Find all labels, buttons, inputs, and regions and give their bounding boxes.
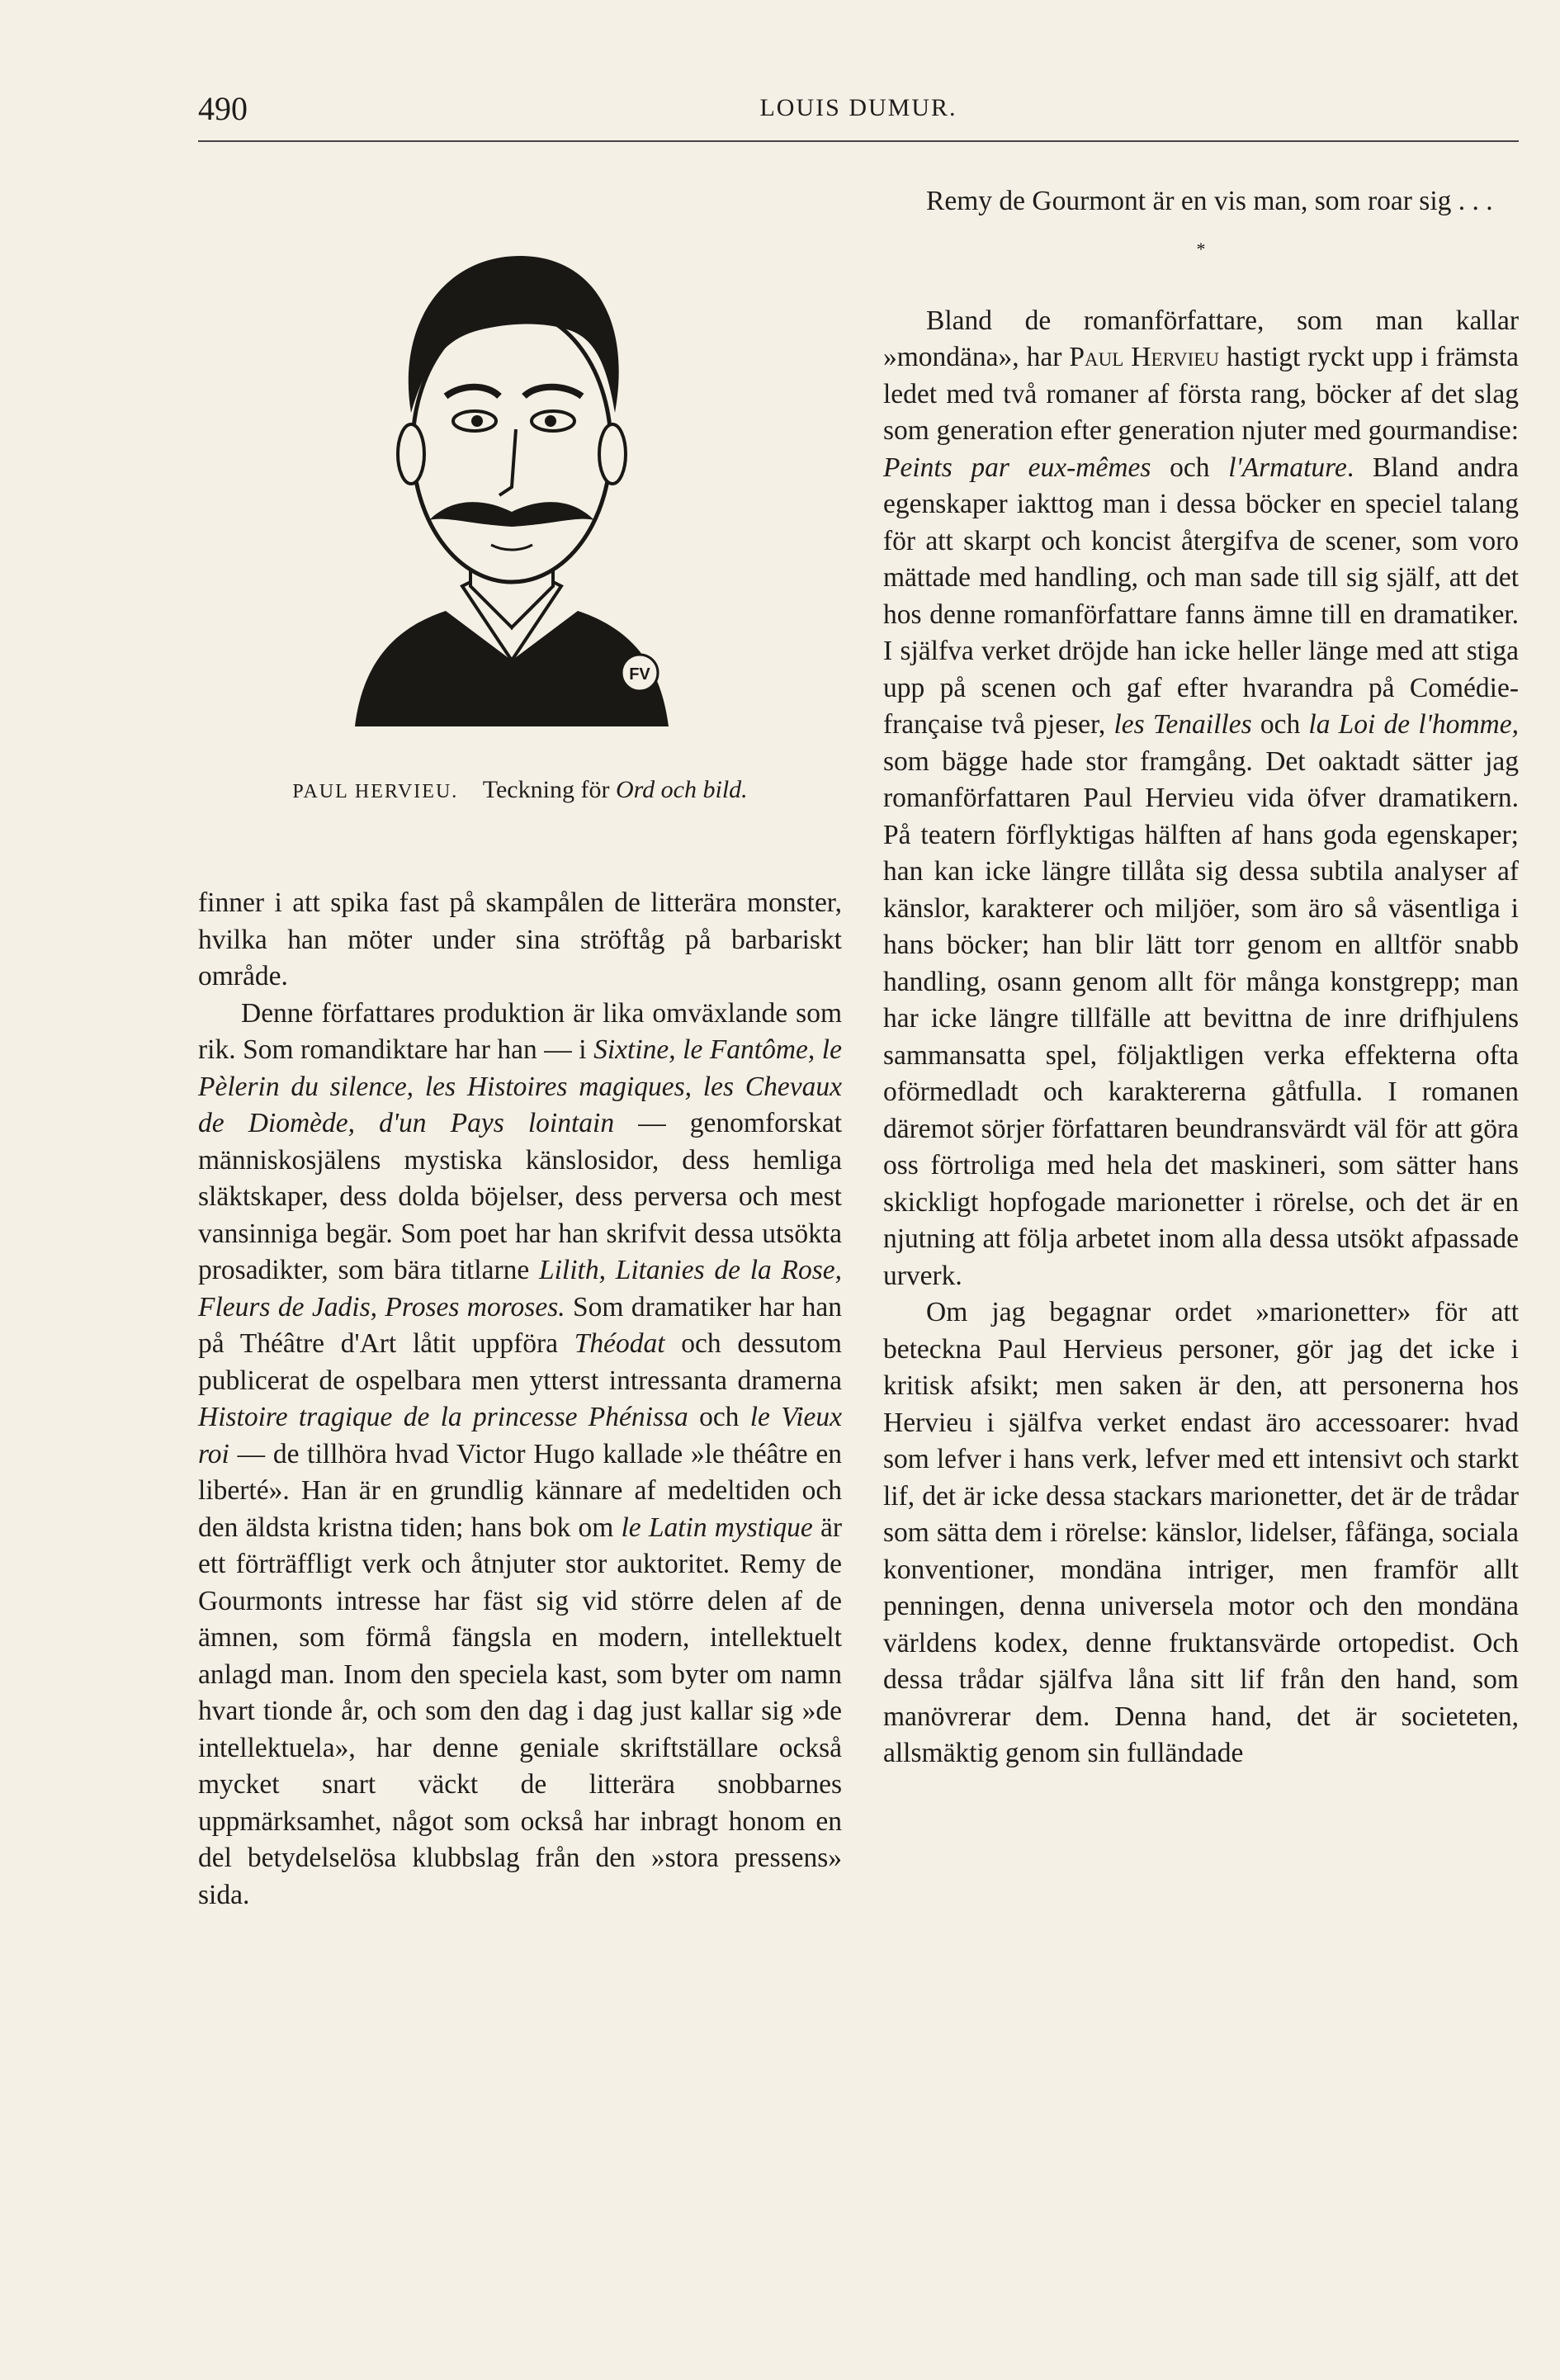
right-intro: Remy de Gourmont är en vis man, som roar sig . . .: [926, 186, 1493, 216]
running-head: LOUIS DUMUR.: [759, 94, 957, 121]
portrait-illustration: [347, 198, 677, 726]
left-paragraph-1: finner i att spika fast på skampålen de litterära monster, hvilka han möter under sina ströftåg på barbariskt område.: [198, 887, 842, 991]
left-paragraph-2: Denne författares produktion är lika omväxlande som rik. Som romandiktare har han — i Sixtine, le Fantôme, le Pèlerin du silence, les Histoires magiques, les Chevaux de Diomède, d'un Pays lointain — genomforskat människosjälens mystiska känslosidor, dess hemliga släktskaper, dess dolda böjelser, dess perversa och mest vansinniga begär. Som poet har han skrifvit dessa utsökta prosadikter, som bära titlarne Lilith, Litanies de la Rose, Fleurs de Jadis, Proses moroses. Som dramatiker har han på Théâtre d'Art låtit uppföra Théodat och dessutom publicerat de ospelbara men ytterst intressanta dramerna Histoire tragique de la princesse Phénissa och le Vieux roi — de tillhöra hvad Victor Hugo kallade »le théâtre en liberté». Han är en grundlig kännare af medeltiden och den äldsta kristna tiden; hans bok om le Latin mystique är ett förträffligt verk och åtnjuter stor auktoritet. Remy de Gourmonts intresse har fäst sig vid större delen af de ämnen, som förmå fängsla en modern, intellektuelt anlagd man. Inom den speciela kast, som byter om namn hvart tionde år, och som den dag i dag just kallar sig »de intellektuela», har denne geniale skriftställare också mycket snart väckt de litterära snobbarnes uppmärksamhet, något som också har inbragt honom en del betydelselösa klubbslag från den »stora pressens» sida.: [198, 997, 843, 1910]
page-number: 490: [198, 90, 248, 127]
right-paragraph-2: Om jag begagnar ordet »marionetter» för att beteckna Paul Hervieus personer, gör jag det icke i kritisk afsikt; men saken är den, att personerna hos Hervieu i själfva verket endast äro accessoarer: hvad som lefver i hans verk, lefver med ett intensivt och starkt lif, det är icke dessa stackars marionetter, det är de trådar som sätta dem i rörelse: känslor, lidelser, fåfänga, sociala konventioner, mondäna intriger, men framför allt penningen, denna universela motor och den mondäna världens kodex, denne fruktansvärde ortopedist. Och dessa trådar själfva låna sitt lif från den hand, som manövrerar dem. Denna hand, det är societeten, allsmäktig genom sin fulländade: [883, 1297, 1519, 1768]
header-rule: [198, 140, 1519, 142]
section-separator: *: [1196, 238, 1206, 259]
caption-text: Teckning för: [482, 776, 610, 803]
illustration-caption: [198, 776, 842, 804]
caption-name: PAUL HERVIEU.: [292, 781, 459, 802]
page-header: [198, 89, 1519, 139]
portrait-monogram: FV: [629, 665, 650, 684]
right-paragraph-1: Bland de romanförfattare, som man kallar »mondäna», har Paul Hervieu hastigt ryckt upp i främsta ledet med två romaner af första rang, böcker af det slag som generation efter generation njuter med gourmandise: Peints par eux-mêmes och l'Armature. Bland andra egenskaper iakttog man i dessa böcker en speciel talang för att skarpt och koncist återgifva de scener, som voro mättade med handling, och man sade till sig själf, att det hos denne romanförfattare fanns ämne till en dramatiker. I själfva verket dröjde han icke heller länge med att stiga upp på scenen och gaf efter hvarandra på Comédie-française två pjeser, les Tenailles och la Loi de l'homme, som bägge hade stor framgång. Det oaktadt sätter jag romanförfattaren Paul Hervieu vida öfver dramatikern. På teatern förflyktigas hälften af hans goda egenskaper; han kan icke längre tillåta sig dessa subtila analyser af känslor, karakterer och miljöer, som äro så väsentliga i hans böcker; han blir lätt torr genom en alltför snabb handling, osann genom allt för många konstgrepp; man har icke längre tillfälle att bevittna de inre drifhjulens sammansatta spel, följaktligen verka effekterna ofta oförmedladt och karaktererna gåtfulla. I romanen däremot sörjer författaren beundransvärdt väl för att göra oss förtroliga med hela det maskineri, som sätter hans skickligt hopfogade marionetter i rörelse, och det är en njutning att följa arbetet inom alla dessa utsökt afpassade urverk.: [883, 305, 1520, 1291]
caption-source: Ord och bild.: [615, 776, 748, 803]
right-column: [883, 183, 1519, 1772]
left-column: [198, 885, 842, 1914]
